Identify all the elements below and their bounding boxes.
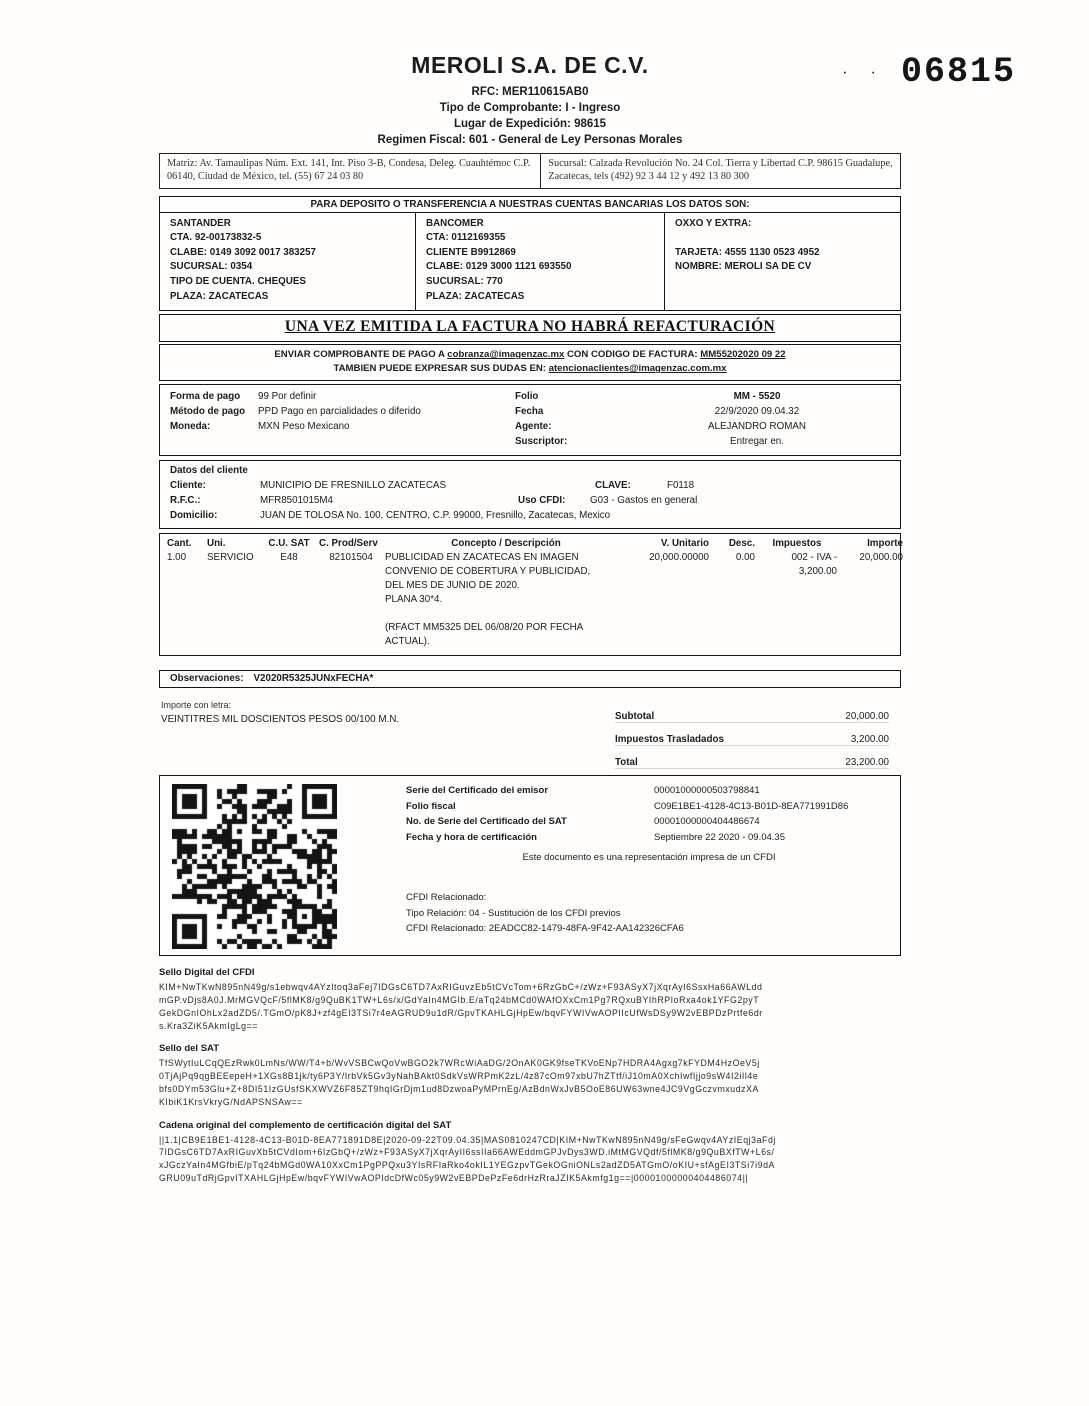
- cert-label: Folio fiscal: [406, 800, 456, 812]
- impuestos-cell: [757, 551, 837, 649]
- cadena-title: Cadena original del complemento de certificación digital del SAT: [159, 1119, 452, 1131]
- column-header: Uni.: [207, 538, 226, 550]
- suscriptor-value: Entregar en.: [730, 436, 784, 448]
- prod-serv-cell: 82101504: [329, 552, 373, 564]
- concepto-line: CONVENIO DE COBERTURA Y PUBLICIDAD,: [385, 566, 591, 578]
- column-header: C.U. SAT: [268, 538, 310, 550]
- cert-row: [406, 814, 892, 830]
- impuestos-line: 002 - IVA -: [791, 552, 837, 564]
- column-header: Importe: [867, 538, 903, 550]
- section-title: Datos del cliente: [170, 465, 248, 477]
- domicilio-row: [170, 508, 890, 523]
- column-header: Concepto / Descripción: [451, 538, 561, 550]
- column-header: C. Prod/Serv: [319, 538, 378, 550]
- concepto-line: (RFACT MM5325 DEL 06/08/20 POR FECHA: [385, 622, 584, 634]
- cliente-row: [170, 478, 890, 493]
- notice-text: TAMBIEN PUEDE EXPRESAR SUS DUDAS EN:: [333, 363, 549, 375]
- notice-text: ENVIAR COMPROBANTE DE PAGO A: [274, 349, 448, 361]
- suscriptor-row: [515, 434, 890, 449]
- rfc-value: MFR8501015M4: [260, 495, 333, 507]
- notice-line-1: [160, 348, 900, 362]
- concepto-line: PUBLICIDAD EN ZACATECAS EN IMAGEN: [385, 552, 579, 564]
- spacer: [675, 231, 890, 246]
- sucursal-address: Sucursal: Calzada Revolución No. 24 Col. Tierra y Libertad C.P. 98615 Guadalupe, Zacatecas, tels (492) 92 3 44 12 y 492 13 80 300: [548, 157, 893, 183]
- field-label: Fecha: [515, 406, 544, 418]
- bank-name: OXXO Y EXTRA:: [675, 217, 752, 229]
- observaciones-label: Observaciones:: [170, 673, 244, 685]
- bank-line: TARJETA: 4555 1130 0523 4952: [675, 246, 820, 258]
- support-email: atencionaclientes@imagenzac.com.mx: [548, 363, 727, 375]
- observaciones-value: V2020R5325JUNxFECHA*: [253, 673, 374, 685]
- field-label: Suscriptor:: [515, 436, 568, 448]
- cert-label: No. de Serie del Certificado del SAT: [406, 816, 567, 828]
- cfdi-printed-note: Este documento es una representación impresa de un CFDI: [522, 851, 776, 863]
- bank-line: TIPO DE CUENTA. CHEQUES: [170, 275, 306, 287]
- banner-text: UNA VEZ EMITIDA LA FACTURA NO HABRÁ REFACTURACIÓN: [284, 318, 776, 336]
- concepto-line: PLANA 30*4.: [385, 594, 443, 606]
- importe-letra-label: Importe con letra:: [161, 700, 232, 711]
- column-header: Impuestos: [772, 538, 822, 550]
- total-label: Impuestos Trasladados: [615, 734, 724, 746]
- notice-line-2: [160, 362, 900, 376]
- bank-line: CTA: 0112169355: [426, 232, 506, 244]
- table-header-row: [167, 537, 903, 551]
- desc-cell: 0.00: [735, 552, 755, 564]
- certification-box: [159, 775, 901, 956]
- lugar-expedicion: Lugar de Expedición: 98615: [453, 117, 607, 130]
- rel-tipo: Tipo Relación: 04 - Sustitución de los CFDI previos: [406, 907, 621, 919]
- concepto-cell: [385, 551, 627, 649]
- total-label: Subtotal: [615, 711, 655, 723]
- company-rfc: RFC: MER110615AB0: [471, 85, 589, 98]
- field-label: Domicilio:: [170, 510, 218, 522]
- sello-sat-text: TfSWytIuLCqQEzRwk0LmNs/WW/T4+b/WvVSBCwQoVwBGO2k7WRcWiAaDG/2OnAK0GK9fseTKVoENp7HDRA4Agxg7kFYDM4HzOeV5j0TjAjPq9qgBEEepeH+1XGs8B1jk/ty6P3Y/IrbVk5Gv3yNahBAkt0SdkVsWRPmK2zL/4z87cOm97xbU7hZTtf/iJ10mA0XchIwfIjjo9sW4I2iIl4ebfs0DYm53Glu+Z+8DI51IzGUsfSKXWVZ6F85ZT9hqIGrDjm1ud8DzwoaPyMPrnEg/AzBdnWxJvB5OoE86UW63wne4JC9VgGczvmxudzXAKIbiK1KrsVkryG/NdAPSNSAw==: [159, 1058, 760, 1107]
- impuestos-value: 3,200.00: [850, 734, 889, 746]
- cert-row: [406, 783, 892, 799]
- total-label: Total: [615, 757, 638, 769]
- domicilio-value: JUAN DE TOLOSA No. 100, CENTRO, C.P. 99000, Fresnillo, Zacatecas, Mexico: [260, 510, 611, 522]
- payments-email: cobranza@imagenzac.mx: [447, 349, 565, 361]
- field-label: CLAVE:: [595, 480, 631, 492]
- unidad-cell: SERVICIO: [207, 552, 254, 564]
- field-label: Moneda:: [170, 421, 211, 433]
- folio-fiscal-value: C09E1BE1-4128-4C13-B01D-8EA771991D86: [654, 800, 849, 812]
- stamp-dots: · ·: [842, 62, 886, 81]
- tipo-comprobante: Tipo de Comprobante: I - Ingreso: [439, 101, 621, 114]
- field-value: MXN Peso Mexicano: [258, 421, 350, 433]
- client-data-box: [159, 460, 901, 529]
- bank-line: NOMBRE: MEROLI SA DE CV: [675, 261, 812, 273]
- folio-row: [515, 389, 890, 404]
- rel-title: CFDI Relacionado:: [406, 892, 487, 904]
- importe-letra-value: VEINTITRES MIL DOSCIENTOS PESOS 00/100 M.N.: [161, 714, 400, 726]
- field-label: Cliente:: [170, 480, 206, 492]
- field-label: Agente:: [515, 421, 552, 433]
- payment-notice-box: [159, 344, 901, 381]
- subtotal-row: [615, 700, 889, 723]
- payment-info-box: [159, 384, 901, 456]
- bank-line: CLABE: 0129 3000 1121 693550: [426, 261, 572, 273]
- notice-text: CON CODIGO DE FACTURA:: [564, 349, 701, 361]
- bank-line: SUCURSAL: 0354: [170, 261, 253, 273]
- impuestos-trasladados-row: [615, 723, 889, 746]
- bank-line: CLIENTE B9912869: [426, 246, 516, 258]
- invoice-code: MM55202020 09 22: [700, 349, 786, 361]
- bank-accounts-box: [159, 196, 901, 312]
- rel-cfdi: CFDI Relacionado: 2EADCC82-1479-48FA-9F42-AA142326CFA6: [406, 923, 684, 935]
- column-header: V. Unitario: [660, 538, 709, 550]
- invoice-document: [159, 46, 901, 1185]
- uso-cfdi-value: G03 - Gastos en general: [590, 495, 698, 507]
- metodo-de-pago-row: [170, 404, 515, 419]
- refacturacion-banner: [159, 314, 901, 342]
- cadena-original-section: [159, 1120, 779, 1185]
- cert-row: [406, 830, 892, 846]
- address-row: [159, 153, 901, 189]
- total-row: [615, 746, 889, 769]
- cadena-text: ||1.1|CB9E1BE1-4128-4C13-B01D-8EA771891D8E|2020-09-22T09.04.35|MAS0810247CD|KIM+NwTKwN895nN49g/sFeGwqv4AYzIEqj3aFdj7IDGsC6TD7AxRIGuvXb5tCVdIom+6IzGbQ+/zWz+F93ASyX7jXqrAyII6ssIIa66AWEddmGPJvDys3WD.iMtMGVQdf/5flMK8/g9QuBXfTW+L6s/xJGczYaIn4MGfbiE/pTq24bMGd0WA10XxCm1PgPPQxu3YIsRFIaRko4okIL1YEGzpvTGekOGniONLs2adZD5ATGmO/oKIU+sfAgEI3TSi7i9dAGRU09uTdRjGpvITXAHLGjHpEw/bqvFYWIVwAOPIdcDfWc05y9W2vEBPDePzFe6drHzRraJZIK5Akmfg1g==|00001000000404486074||: [159, 1134, 776, 1183]
- bank-line: PLAZA: ZACATECAS: [170, 290, 269, 302]
- forma-de-pago-row: [170, 389, 515, 404]
- invoice-header: [159, 52, 901, 148]
- field-label: R.F.C.:: [170, 495, 201, 507]
- importe-cell: 20,000.00: [859, 552, 903, 564]
- field-value: 99 Por definir: [258, 391, 317, 403]
- clave-value: F0118: [667, 480, 695, 492]
- sello-sat-section: [159, 1043, 763, 1108]
- column-header: Cant.: [167, 538, 192, 550]
- qr-area: [168, 782, 406, 949]
- field-label: Forma de pago: [170, 391, 241, 403]
- impuestos-line: 3,200.00: [798, 566, 837, 578]
- bank-line: SUCURSAL: 770: [426, 275, 503, 287]
- subtotal-value: 20,000.00: [845, 711, 889, 723]
- bank-col-oxxo: [665, 213, 900, 311]
- stamp-number: 06815: [901, 52, 1017, 92]
- moneda-row: [170, 419, 515, 434]
- cert-value: 00001000000503798841: [654, 785, 760, 797]
- cert-label: Serie del Certificado del emisor: [406, 785, 549, 797]
- column-header: Desc.: [728, 538, 755, 550]
- cert-value: 00001000000404486674: [654, 816, 760, 828]
- matriz-address: Matriz: Av. Tamaulipas Núm. Ext. 141, Int. Piso 3-B, Condesa, Deleg. Cuauhtémoc C.P. 06140, Ciudad de México, tel. (55) 67 24 03 80: [160, 154, 541, 188]
- concepto-line: [385, 607, 627, 621]
- cu-sat-cell: E48: [280, 552, 298, 564]
- sello-cfdi-section: [159, 967, 763, 1032]
- regimen-fiscal: Regimen Fiscal: 601 - General de Ley Personas Morales: [377, 133, 683, 146]
- fecha-row: [515, 404, 890, 419]
- cant-cell: 1.00: [167, 552, 187, 564]
- qr-code: [172, 784, 337, 949]
- cfdi-relacionado-block: [406, 890, 892, 937]
- field-label: Uso CFDI:: [518, 495, 566, 507]
- sello-cfdi-title: Sello Digital del CFDI: [159, 967, 255, 979]
- bank-name: BANCOMER: [426, 217, 484, 229]
- cert-label: Fecha y hora de certificación: [406, 831, 537, 843]
- observaciones-box: [159, 670, 901, 688]
- company-name: MEROLI S.A. DE C.V.: [411, 52, 649, 78]
- field-value: PPD Pago en parcialidades o diferido: [258, 406, 421, 418]
- sello-cfdi-text: KIM+NwTKwN895nN49g/s1ebwqv4AYzItoq3aFej7IDGsC6TD7AxRIGuvzEb5tCVcTom+6RzGbC+/zWz+F93ASyX7jXqrAyI6SsxHa66AWLddmGP.vDjs8A0J.MrMGVQcF/5flMK8/g9QuBK1TW+L6s/x/GdYaIn4MGIb.E/aTq24bMCd0WAfOXxCm1Pg7RQxuBYIhRPIoRxa4ok1YFG2pyTGekDGnIOhLx2adZD5/.TGmO/pK8J+zf4gEI3TSi7r4eAGRUD9u1dR/GpvTKAHLGjHpEw/bqvFYWIVwAOPIIcUfWsDSy9W2vEBPDzPrtfe6drs.Kra3ZiK5AkmIgLg==: [159, 982, 763, 1031]
- concepto-line: DEL MES DE JUNIO DE 2020.: [385, 580, 520, 592]
- bank-section-title: PARA DEPOSITO O TRANSFERENCIA A NUESTRAS CUENTAS BANCARIAS LOS DATOS SON:: [160, 197, 900, 213]
- rfc-row: [170, 493, 890, 508]
- v-unitario-cell: 20,000.00000: [649, 552, 709, 564]
- bank-line: CTA. 92-00173832-5: [170, 232, 262, 244]
- line-items-table: [159, 533, 901, 656]
- cliente-value: MUNICIPIO DE FRESNILLO ZACATECAS: [260, 480, 446, 492]
- total-value: 23,200.00: [845, 757, 889, 769]
- field-label: Folio: [515, 391, 539, 403]
- bank-col-santander: [160, 213, 416, 311]
- bank-name: SANTANDER: [170, 217, 231, 229]
- bank-line: PLAZA: ZACATECAS: [426, 290, 525, 302]
- bank-col-bancomer: [416, 213, 665, 311]
- sello-sat-title: Sello del SAT: [159, 1043, 220, 1055]
- bank-line: CLABE: 0149 3092 0017 383257: [170, 246, 316, 258]
- agente-row: [515, 419, 890, 434]
- folio-value: MM - 5520: [733, 391, 781, 403]
- field-label: Método de pago: [170, 406, 246, 418]
- cert-value: Septiembre 22 2020 - 09.04.35: [654, 831, 785, 843]
- totals-section: [159, 700, 901, 769]
- fecha-value: 22/9/2020 09.04.32: [714, 406, 800, 418]
- agente-value: ALEJANDRO ROMAN: [708, 421, 806, 433]
- concepto-line: ACTUAL).: [385, 636, 430, 648]
- cert-row: [406, 799, 892, 815]
- table-row: [167, 551, 903, 649]
